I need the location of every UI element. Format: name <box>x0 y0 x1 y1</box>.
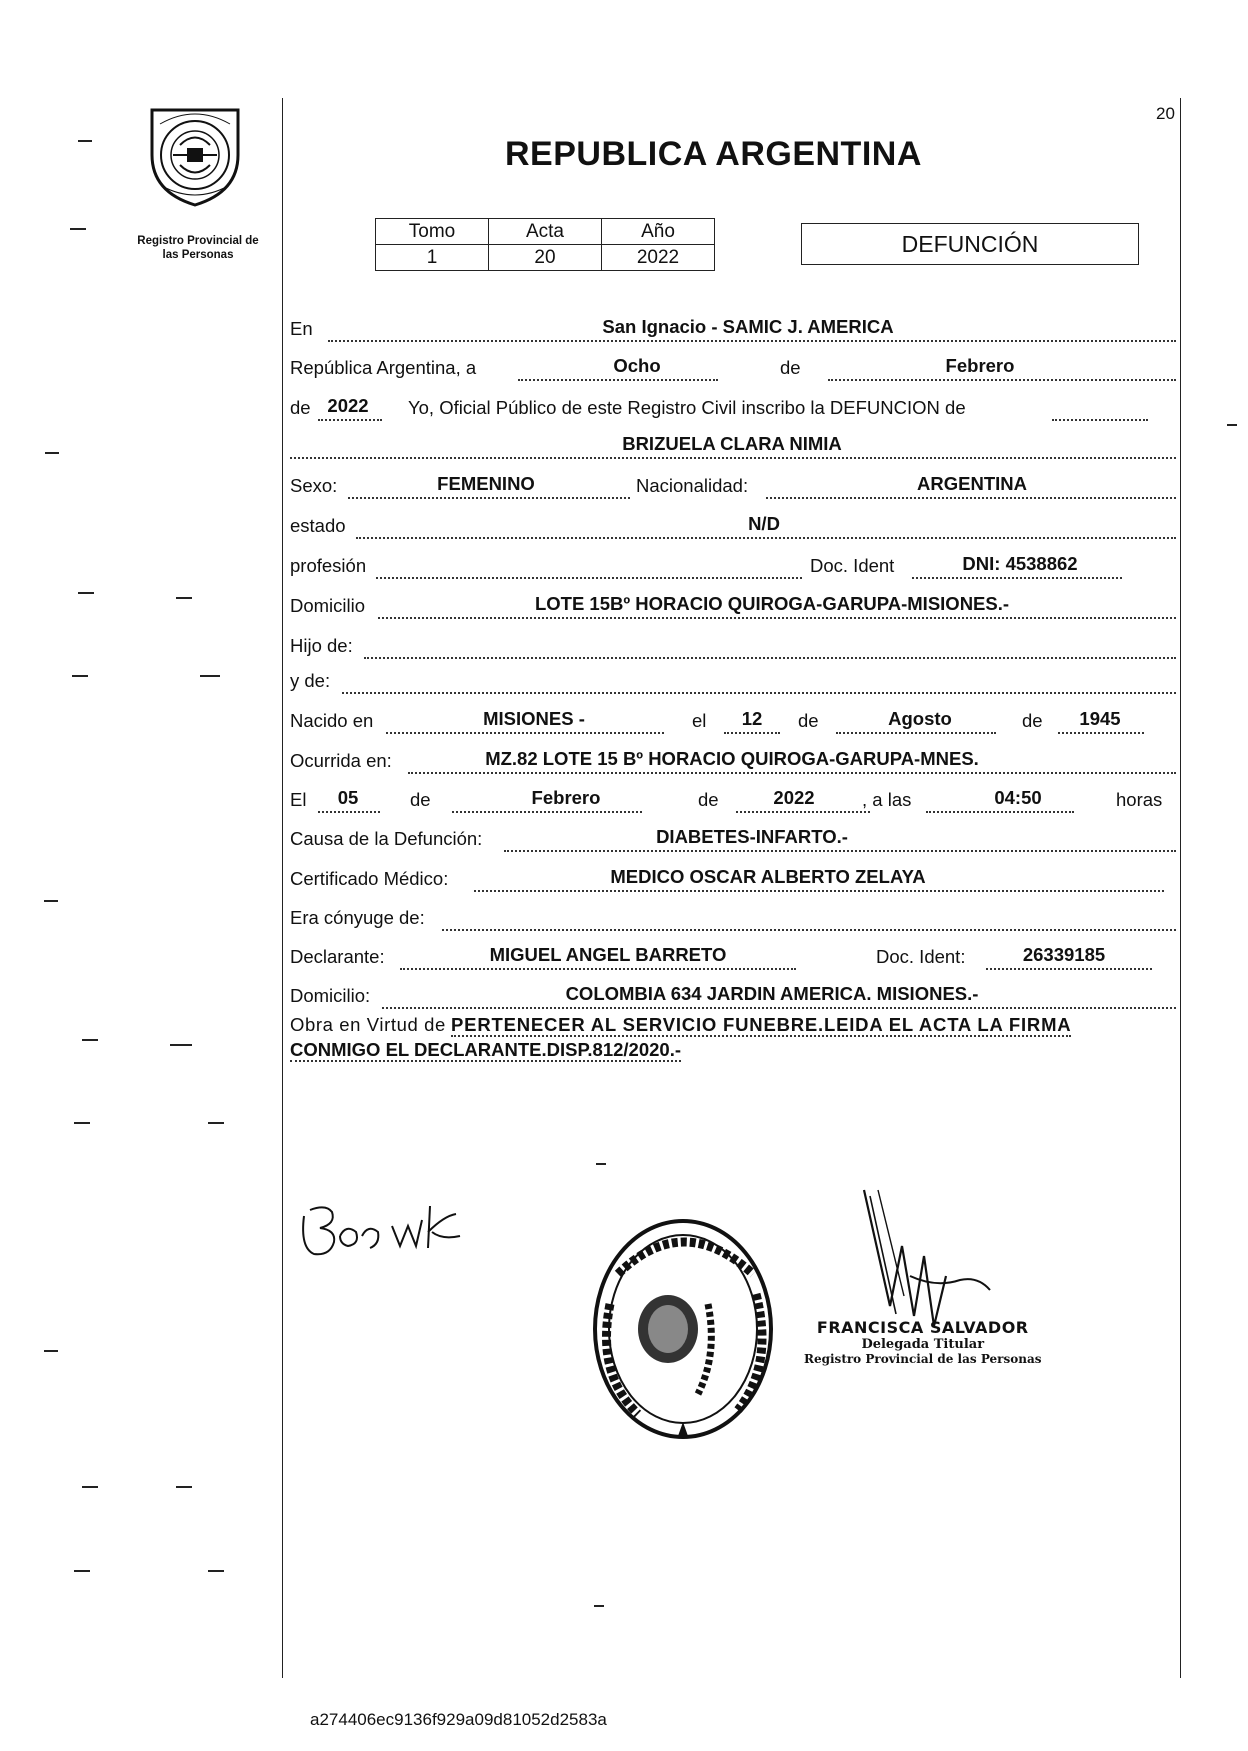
nacido-label: Nacido en <box>290 710 374 731</box>
row-causa <box>290 826 1176 854</box>
row-nombre <box>290 433 1176 461</box>
province-logo <box>140 100 250 210</box>
yde-label: y de: <box>290 670 331 691</box>
signature-block <box>804 1318 1042 1366</box>
act-type-box: DEFUNCIÓN <box>801 223 1139 265</box>
row-en <box>290 316 1176 344</box>
scan-mark <box>594 1605 604 1607</box>
acta-value: 20 <box>489 245 602 271</box>
tomo-value: 1 <box>376 245 489 271</box>
causa-label: Causa de la Defunción: <box>290 828 483 849</box>
doc-value: DNI: 4538862 <box>962 553 1078 574</box>
row-sexo <box>290 473 1176 501</box>
cert-label: Certificado Médico: <box>290 868 449 889</box>
row-fecha <box>290 355 1176 383</box>
horas-label: horas <box>1116 789 1163 810</box>
scan-mark <box>72 675 88 677</box>
scan-mark <box>1227 424 1237 426</box>
signer-role: Delegada Titular <box>861 1337 985 1352</box>
scan-mark <box>74 1122 90 1124</box>
obra-text2: CONMIGO EL DECLARANTE.DISP.812/2020.- <box>290 1039 682 1060</box>
dom2-label: Domicilio: <box>290 985 371 1006</box>
handwritten-initials <box>296 1196 466 1271</box>
def-dia-value: 05 <box>337 787 359 808</box>
doc-label: Doc. Ident <box>810 555 895 576</box>
scan-mark <box>44 900 58 902</box>
scan-mark <box>74 1570 90 1572</box>
decl-label: Declarante: <box>290 946 385 967</box>
obra-paragraph <box>290 1012 1176 1062</box>
row-yo <box>290 395 1176 423</box>
page-number: 20 <box>1156 104 1175 123</box>
el2-label: El <box>290 789 307 810</box>
registry-table <box>375 218 715 271</box>
nac-value: ARGENTINA <box>917 473 1027 494</box>
decl-doc-label: Doc. Ident: <box>876 946 966 967</box>
decl-doc-value: 26339185 <box>1022 944 1106 965</box>
conyuge-field <box>442 905 1176 931</box>
de4-label: de <box>1022 710 1043 731</box>
causa-value: DIABETES-INFARTO.- <box>656 826 848 847</box>
sexo-value: FEMENINO <box>437 473 535 494</box>
row-estado <box>290 513 1176 541</box>
yo-field <box>1052 395 1148 421</box>
el-label: el <box>692 710 707 731</box>
row-hijo <box>290 633 1176 661</box>
mes-value: Febrero <box>945 355 1015 376</box>
tomo-header: Tomo <box>376 219 489 245</box>
hijo-label: Hijo de: <box>290 635 353 656</box>
nac-label: Nacionalidad: <box>636 475 749 496</box>
dom-label: Domicilio <box>290 595 366 616</box>
scan-mark <box>45 452 59 454</box>
dia-value: Ocho <box>613 355 661 376</box>
scan-mark <box>82 1486 98 1488</box>
row-declarante <box>290 944 1176 972</box>
scan-mark <box>200 675 220 677</box>
def-mes-value: Febrero <box>531 787 601 808</box>
yde-field <box>342 668 1176 694</box>
row-ocurrida <box>290 748 1176 776</box>
anio-value: 2022 <box>602 245 715 271</box>
scan-mark <box>176 1486 192 1488</box>
row-yde <box>290 668 1176 696</box>
scan-mark <box>208 1122 224 1124</box>
en-label: En <box>290 318 313 339</box>
de6-label: de <box>698 789 719 810</box>
prof-label: profesión <box>290 555 367 576</box>
scan-mark <box>82 1039 98 1041</box>
cert-value: MEDICO OSCAR ALBERTO ZELAYA <box>610 866 926 887</box>
obra-prefix: Obra en Virtud de <box>290 1014 446 1035</box>
row-nacido <box>290 708 1176 736</box>
sexo-label: Sexo: <box>290 475 338 496</box>
signer-name: FRANCISCA SALVADOR <box>816 1318 1029 1337</box>
signer-org: Registro Provincial de las Personas <box>804 1352 1042 1366</box>
org-line1: Registro Provincial de <box>137 235 259 247</box>
nac-mes-value: Agosto <box>888 708 952 729</box>
org-name <box>118 234 278 262</box>
dom-value: LOTE 15Bº HORACIO QUIROGA-GARUPA-MISIONES.- <box>534 593 1010 614</box>
anio-value: 2022 <box>327 395 369 416</box>
document-title: REPUBLICA ARGENTINA <box>505 135 922 173</box>
scan-mark <box>78 140 92 142</box>
alas-label: , a las <box>862 789 912 810</box>
row-conyuge <box>290 905 1176 933</box>
nac-anio-value: 1945 <box>1079 708 1121 729</box>
scan-mark <box>170 1044 192 1046</box>
scan-mark <box>208 1570 224 1572</box>
nombre-value: BRIZUELA CLARA NIMIA <box>622 433 842 454</box>
def-anio-value: 2022 <box>773 787 815 808</box>
footer-hash: a274406ec9136f929a09d81052d2583a <box>310 1710 607 1729</box>
de3-label: de <box>798 710 819 731</box>
anio-header: Año <box>602 219 715 245</box>
right-margin-line <box>1180 98 1181 1678</box>
nac-dia-value: 12 <box>741 708 763 729</box>
de5-label: de <box>410 789 431 810</box>
en-value: San Ignacio - SAMIC J. AMERICA <box>602 316 894 337</box>
estado-label: estado <box>290 515 346 536</box>
org-line2: las Personas <box>162 249 234 261</box>
de2-label: de <box>290 397 311 418</box>
official-seal <box>588 1214 778 1449</box>
scan-mark <box>78 592 94 594</box>
rep-label: República Argentina, a <box>290 357 477 378</box>
hijo-field <box>364 633 1176 659</box>
row-fecha-defuncion <box>290 787 1176 815</box>
left-margin-line <box>282 98 283 1678</box>
scan-mark <box>596 1163 606 1165</box>
row-profesion <box>290 553 1176 581</box>
scan-mark <box>44 1350 58 1352</box>
row-certificado <box>290 866 1176 894</box>
de-label: de <box>780 357 801 378</box>
obra-text1: PERTENECER AL SERVICIO FUNEBRE.LEIDA EL ACTA LA FIRMA <box>451 1014 1072 1035</box>
scan-mark <box>176 597 192 599</box>
decl-value: MIGUEL ANGEL BARRETO <box>489 944 727 965</box>
nacido-value: MISIONES - <box>483 708 585 729</box>
estado-value: N/D <box>748 513 780 534</box>
prof-field <box>376 553 802 579</box>
scan-mark <box>70 228 86 230</box>
row-domicilio <box>290 593 1176 621</box>
ocur-label: Ocurrida en: <box>290 750 392 771</box>
acta-header: Acta <box>489 219 602 245</box>
def-hora-value: 04:50 <box>994 787 1042 808</box>
ocur-value: MZ.82 LOTE 15 Bº HORACIO QUIROGA-GARUPA-MNES. <box>485 748 979 769</box>
yo-text: Yo, Oficial Público de este Registro Civil inscribo la DEFUNCION de <box>408 397 966 418</box>
conyuge-label: Era cónyuge de: <box>290 907 425 928</box>
dom2-value: COLOMBIA 634 JARDIN AMERICA. MISIONES.- <box>565 983 979 1004</box>
row-domicilio-declarante <box>290 983 1176 1011</box>
